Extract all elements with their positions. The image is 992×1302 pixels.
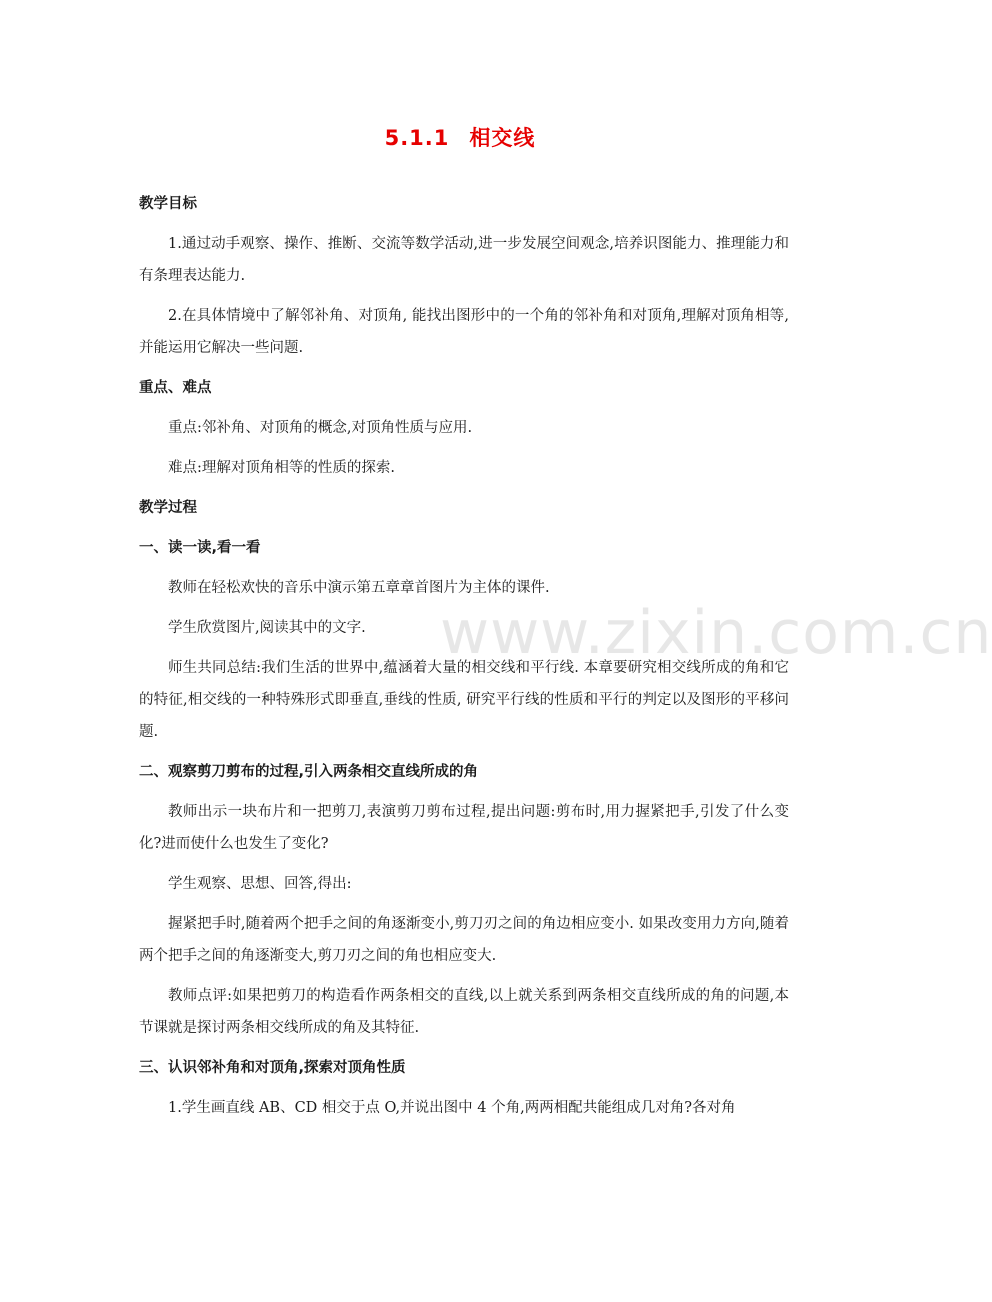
part-2-paragraph-3: 握紧把手时,随着两个把手之间的角逐渐变小,剪刀刃之间的角边相应变小. 如果改变用力方向,随着两个把手之间的角逐渐变大,剪刀刃之间的角也相应变大. bbox=[139, 916, 789, 964]
title-number: 5.1.1 bbox=[384, 126, 450, 150]
heading-part-3: 三、认识邻补角和对顶角,探索对顶角性质 bbox=[139, 1060, 406, 1076]
part-1-paragraph-2: 学生欣赏图片,阅读其中的文字. bbox=[168, 620, 366, 636]
heading-teaching-goals: 教学目标 bbox=[139, 196, 197, 212]
heading-key-points: 重点、难点 bbox=[139, 380, 212, 396]
page-title bbox=[0, 122, 920, 152]
document-body bbox=[139, 188, 789, 1124]
difficult-point: 难点:理解对顶角相等的性质的探索. bbox=[168, 460, 395, 476]
key-point: 重点:邻补角、对顶角的概念,对顶角性质与应用. bbox=[168, 420, 473, 436]
part-2-paragraph-2: 学生观察、思想、回答,得出: bbox=[168, 876, 352, 892]
goal-1: 1.通过动手观察、操作、推断、交流等数学活动,进一步发展空间观念,培养识图能力、推理能力和有条理表达能力. bbox=[139, 236, 789, 284]
part-1-paragraph-3: 师生共同总结:我们生活的世界中,蕴涵着大量的相交线和平行线. 本章要研究相交线所成的角和它的特征,相交线的一种特殊形式即垂直,垂线的性质, 研究平行线的性质和平行的判定以及图形的平移问题. bbox=[139, 660, 789, 740]
heading-teaching-process: 教学过程 bbox=[139, 500, 197, 516]
part-3-paragraph-1: 1.学生画直线 AB、CD 相交于点 O,并说出图中 4 个角,两两相配共能组成几对角?各对角 bbox=[168, 1100, 736, 1116]
part-2-paragraph-4: 教师点评:如果把剪刀的构造看作两条相交的直线,以上就关系到两条相交直线所成的角的问题,本节课就是探讨两条相交线所成的角及其特征. bbox=[139, 988, 789, 1036]
watermark: www.zixin.com.cn bbox=[440, 598, 992, 668]
title-text: 相交线 bbox=[469, 126, 536, 150]
goal-2: 2.在具体情境中了解邻补角、对顶角, 能找出图形中的一个角的邻补角和对顶角,理解对顶角相等,并能运用它解决一些问题. bbox=[139, 308, 789, 356]
heading-part-2: 二、观察剪刀剪布的过程,引入两条相交直线所成的角 bbox=[139, 764, 479, 780]
part-2-paragraph-1: 教师出示一块布片和一把剪刀,表演剪刀剪布过程,提出问题:剪布时,用力握紧把手,引发了什么变化?进而使什么也发生了变化? bbox=[139, 804, 789, 852]
heading-part-1: 一、读一读,看一看 bbox=[139, 540, 261, 556]
part-1-paragraph-1: 教师在轻松欢快的音乐中演示第五章章首图片为主体的课件. bbox=[168, 580, 550, 596]
